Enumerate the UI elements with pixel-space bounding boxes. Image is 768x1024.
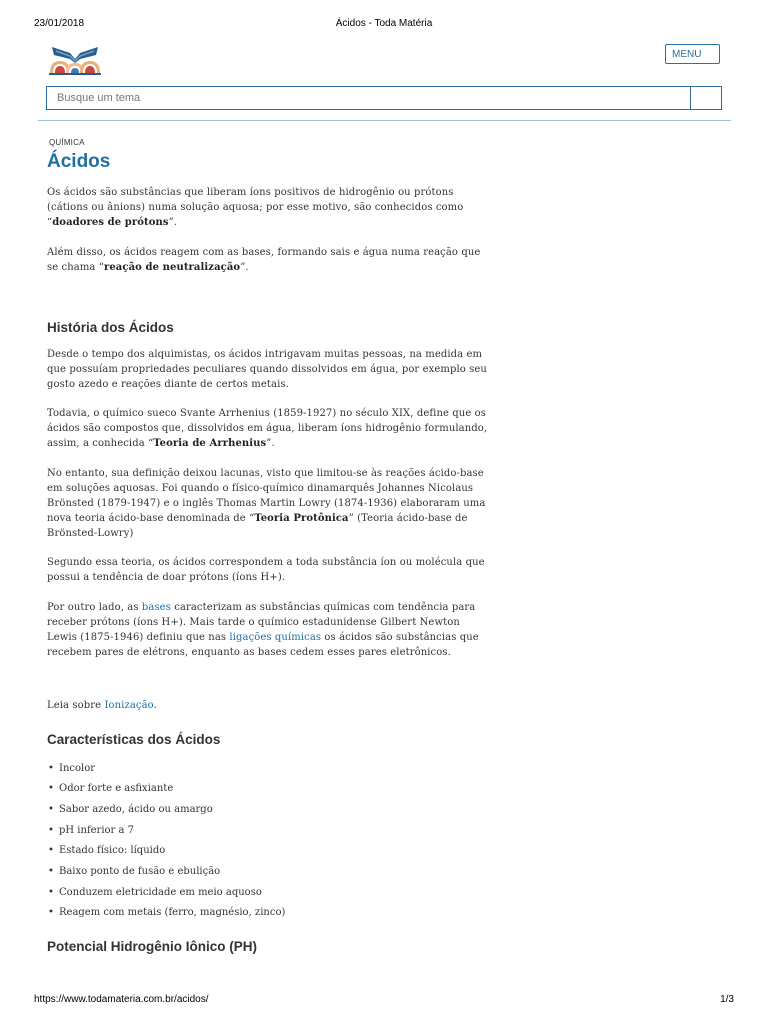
print-url: https://www.todamateria.com.br/acidos/: [34, 994, 209, 1005]
ph-heading: Potencial Hidrogênio Iônico (PH): [47, 939, 258, 954]
menu-button[interactable]: MENU: [665, 44, 720, 64]
history-heading: História dos Ácidos: [47, 319, 174, 335]
ionizacao-link[interactable]: Ionização: [104, 699, 154, 711]
history-paragraph-2: Todavia, o químico sueco Svante Arrhenius (1859-1927) no século XIX, define que os ácidos são compostos que, dissolvidos em água, liberam íons hidrogênio formulando, assim, a conhecida “Teoria de Arrhenius”.: [47, 408, 488, 449]
history-paragraph-1: Desde o tempo dos alquimistas, os ácidos intrigavam muitas pessoas, na medida em que possuíam propriedades peculiares quando dissolvidos em água, por exemplo seu gosto azedo e reações diante de certos metais.: [47, 348, 487, 390]
list-item: • Odor forte e asfixiante: [47, 781, 492, 802]
intro-paragraph-2: Além disso, os ácidos reagem com as bases, formando sais e água numa reação que se chama “reação de neutralização”.: [47, 246, 481, 273]
list-item: • Reagem com metais (ferro, magnésio, zinco): [47, 905, 492, 926]
search-button[interactable]: [691, 87, 721, 109]
list-item: • Incolor: [47, 761, 492, 782]
search-bar: [46, 86, 722, 110]
list-item: • Conduzem eletricidade em meio aquoso: [47, 885, 492, 906]
history-paragraph-5: Por outro lado, as bases caracterizam as substâncias químicas com tendência para receber prótons (íons H+). Mais tarde o químico estadunidense Gilbert Newton Lewis (1875-1946) definiu que nas ligações químicas os ácidos são substâncias que recebem pares de elétrons, enquanto as bases cedem esses pares eletrônicos.: [47, 601, 479, 658]
list-item: • Sabor azedo, ácido ou amargo: [47, 802, 492, 823]
article: [47, 138, 492, 956]
list-item: • pH inferior a 7: [47, 823, 492, 844]
print-title: Ácidos - Toda Matéria: [335, 18, 433, 29]
breadcrumb[interactable]: QUÍMICA: [49, 138, 85, 147]
history-paragraph-3: No entanto, sua definição deixou lacunas, visto que limitou-se às reações ácido-base em soluções aquosas. Foi quando o físico-químico dinamarquês Johannes Nicolaus Brönsted (1879-1947) e o inglês Thomas Martin Lowry (1874-1936) elaboraram uma nova teoria ácido-base denominada de “Teoria Protônica” (Teoria ácido-base de Brönsted-Lowry): [47, 467, 486, 539]
list-item: • Estado físico: líquido: [47, 843, 492, 864]
print-footer: [34, 994, 734, 1008]
characteristics-list: [47, 761, 492, 927]
search-input[interactable]: [47, 87, 691, 109]
bases-link[interactable]: bases: [141, 601, 171, 613]
read-more: Leia sobre Ionização.: [47, 699, 157, 711]
history-paragraph-4: Segundo essa teoria, os ácidos correspondem a toda substância íon ou molécula que possui a tendência de doar prótons (íons H+).: [47, 557, 485, 583]
ligacoes-quimicas-link[interactable]: ligações químicas: [229, 631, 322, 643]
page-title: Ácidos: [47, 151, 111, 172]
print-header: [34, 18, 734, 32]
print-date: 23/01/2018: [34, 18, 85, 29]
print-page-number: 1/3: [720, 994, 734, 1005]
header-divider: [38, 120, 731, 121]
characteristics-heading: Características dos Ácidos: [47, 731, 221, 747]
list-item: • Baixo ponto de fusão e ebulição: [47, 864, 492, 885]
open-book-logo-icon[interactable]: [46, 43, 104, 77]
intro-paragraph-1: Os ácidos são substâncias que liberam íons positivos de hidrogênio ou prótons (cátions ou ânions) numa solução aquosa; por esse motivo, são conhecidos como “doadores de prótons”.: [47, 187, 464, 228]
